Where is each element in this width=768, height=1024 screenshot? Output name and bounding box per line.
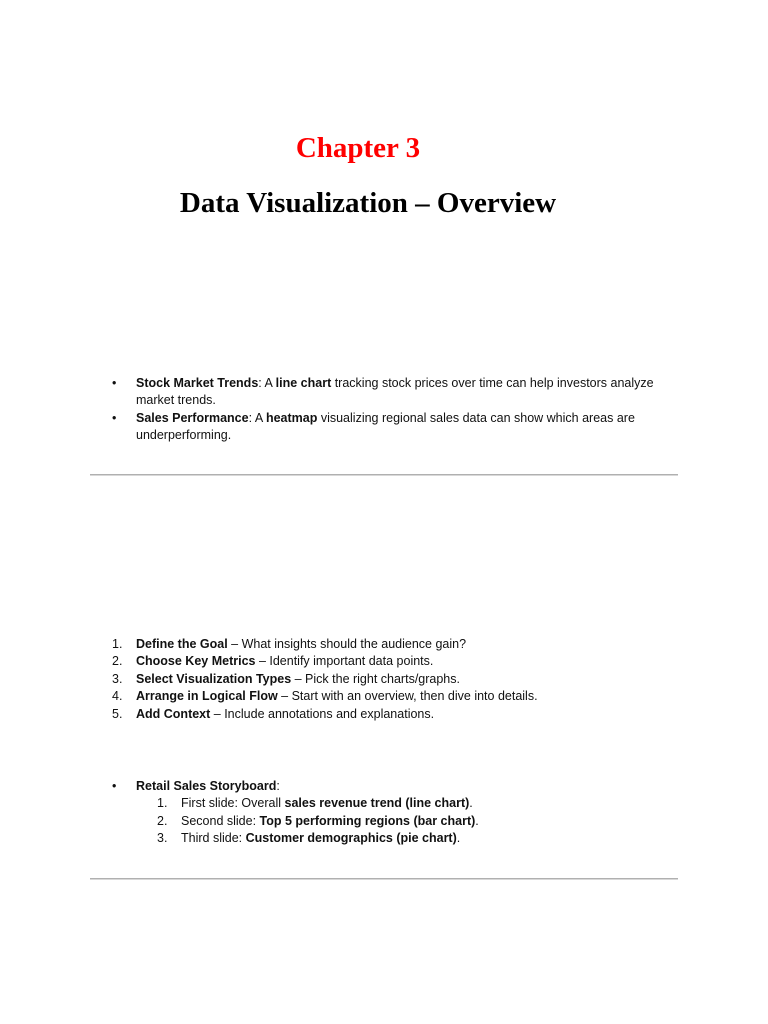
list-item	[112, 706, 672, 723]
item-term: Add Context	[136, 706, 211, 721]
item-separator: :	[276, 779, 280, 793]
list-item	[157, 830, 672, 847]
item-text: – Start with an overview, then dive into details.	[277, 689, 538, 704]
list-item	[112, 778, 672, 795]
step-number: 1.	[112, 637, 123, 651]
step-number: 3.	[112, 671, 123, 686]
item-text: – What insights should the audience gain?	[227, 637, 467, 651]
item-text: – Pick the right charts/graphs.	[291, 671, 460, 686]
step-number: 2.	[157, 813, 168, 828]
step-number: 5.	[112, 706, 123, 721]
divider	[90, 474, 678, 476]
item-highlight: heatmap	[265, 410, 318, 425]
bullet-marker: •	[112, 376, 117, 390]
item-term: Arrange in Logical Flow	[136, 689, 278, 704]
item-term: Define the Goal	[136, 637, 228, 651]
list-item	[112, 653, 672, 670]
item-text: First slide: Overall	[181, 796, 285, 811]
item-text: – Identify important data points.	[255, 654, 434, 669]
step-number: 4.	[112, 689, 123, 704]
step-number: 2.	[112, 654, 123, 669]
list-item	[112, 671, 672, 688]
list-item	[112, 636, 672, 653]
examples-list	[112, 375, 672, 445]
list-item	[112, 375, 672, 410]
item-end: .	[469, 796, 473, 811]
bullet-marker: •	[112, 779, 117, 793]
item-term: Sales Performance	[136, 410, 249, 425]
item-separator: : A	[258, 376, 276, 390]
item-highlight: Customer demographics (pie chart)	[245, 831, 457, 846]
list-item	[157, 813, 672, 830]
item-separator: : A	[248, 410, 266, 425]
item-term: Retail Sales Storyboard	[136, 779, 277, 793]
storyboard-list	[112, 778, 672, 848]
divider	[90, 878, 678, 880]
list-item	[112, 688, 672, 705]
item-text: – Include annotations and explanations.	[210, 706, 435, 721]
item-text: visualizing regional sales data can show which areas are underperforming.	[136, 410, 635, 443]
step-number: 1.	[157, 796, 168, 811]
bullet-marker: •	[112, 410, 117, 425]
item-end: .	[456, 831, 461, 846]
page-title: Data Visualization – Overview	[179, 187, 557, 219]
item-highlight: sales revenue trend (line chart)	[284, 796, 470, 811]
steps-list	[112, 636, 672, 723]
item-term: Choose Key Metrics	[136, 654, 256, 669]
item-text: Second slide:	[181, 813, 260, 828]
list-item	[157, 795, 672, 812]
slides-list	[157, 795, 672, 847]
item-highlight: Top 5 performing regions (bar chart)	[259, 813, 476, 828]
list-item	[112, 410, 672, 445]
item-end: .	[475, 813, 479, 828]
item-term: Stock Market Trends	[136, 376, 259, 390]
chapter-heading: Chapter 3	[295, 132, 421, 164]
item-text: Third slide:	[181, 831, 246, 846]
item-highlight: line chart	[275, 376, 332, 390]
item-text: tracking stock prices over time can help investors analyze market trends.	[136, 376, 654, 408]
step-number: 3.	[157, 831, 168, 846]
item-term: Select Visualization Types	[136, 671, 292, 686]
